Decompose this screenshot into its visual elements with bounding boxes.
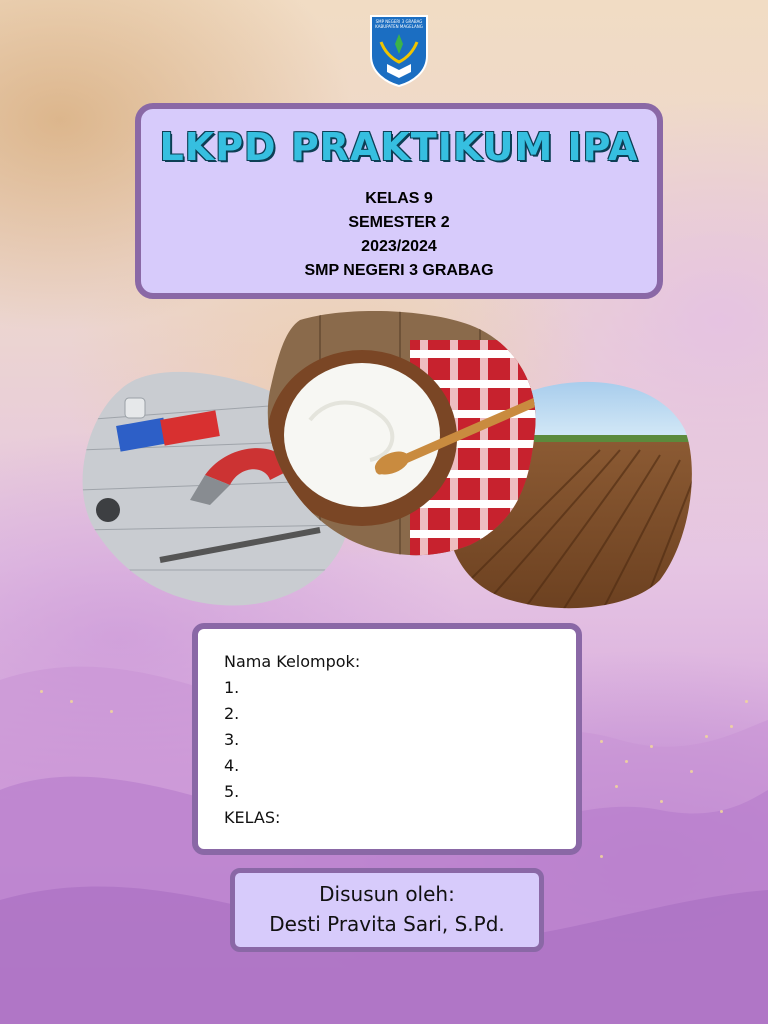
school-emblem-icon — [367, 12, 431, 88]
class-line: KELAS 9 — [365, 190, 433, 207]
year-line: 2023/2024 — [361, 238, 437, 255]
logo-caption-line1: SMP NEGERI 3 GRABAG — [375, 19, 423, 24]
title-meta — [141, 187, 657, 283]
group-heading: Nama Kelompok: — [224, 652, 361, 671]
group-member-3: 3. — [224, 730, 240, 749]
group-member-1: 1. — [224, 678, 240, 697]
class-label: KELAS: — [224, 808, 281, 827]
group-form-panel — [192, 623, 582, 855]
author-name: Desti Pravita Sari, S.Pd. — [269, 912, 505, 936]
group-member-5: 5. — [224, 782, 240, 801]
image-collage — [0, 300, 768, 620]
group-member-4: 4. — [224, 756, 240, 775]
author-panel — [230, 868, 544, 952]
title-panel — [135, 103, 663, 299]
semester-line: SEMESTER 2 — [348, 214, 450, 231]
school-line: SMP NEGERI 3 GRABAG — [304, 262, 494, 279]
author-label: Disusun oleh: — [319, 882, 455, 906]
group-member-2: 2. — [224, 704, 240, 723]
page-title: LKPD PRAKTIKUM IPA — [159, 125, 639, 169]
logo-caption-line2: KABUPATEN MAGELANG — [375, 24, 423, 29]
